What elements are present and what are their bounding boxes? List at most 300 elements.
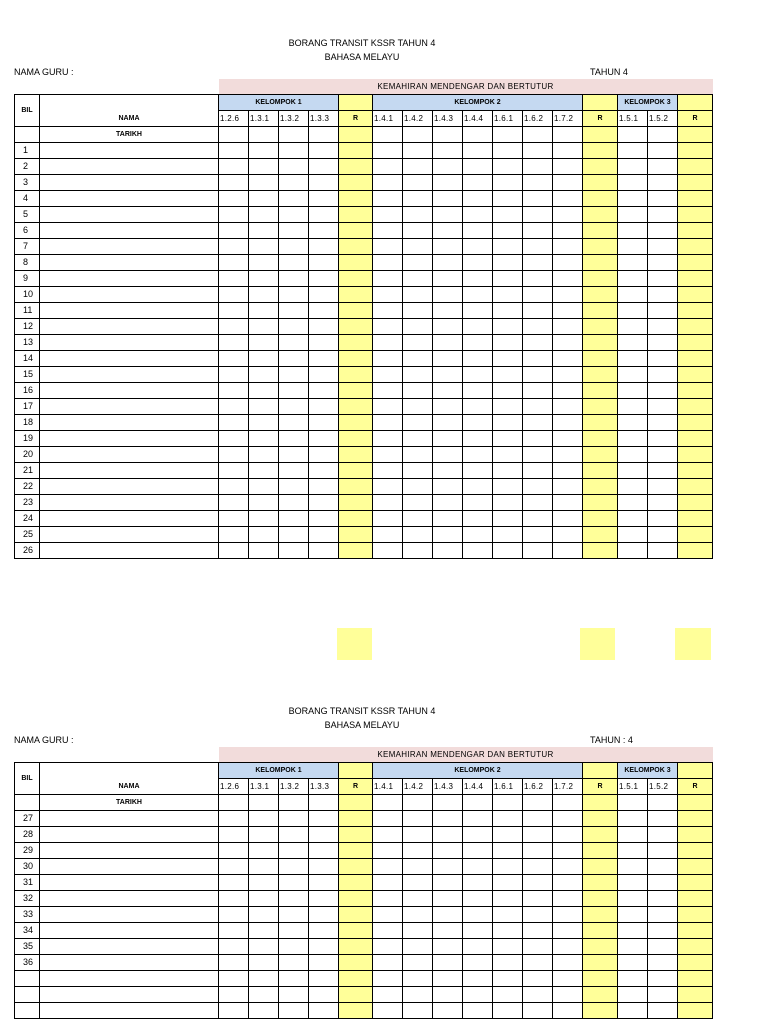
student-name-cell[interactable] [40,319,219,335]
score-cell[interactable] [523,415,553,431]
score-cell[interactable] [493,811,523,827]
score-cell[interactable] [583,335,618,351]
score-cell[interactable] [433,971,463,987]
score-cell[interactable] [618,891,648,907]
score-cell[interactable] [618,543,648,559]
score-cell[interactable] [523,987,553,1003]
score-cell[interactable] [433,351,463,367]
score-cell[interactable] [493,907,523,923]
score-cell[interactable] [373,463,403,479]
score-cell[interactable] [648,271,678,287]
score-cell[interactable] [279,367,309,383]
score-cell[interactable] [339,1003,373,1019]
student-name-cell[interactable] [40,415,219,431]
score-cell[interactable] [648,811,678,827]
score-cell[interactable] [553,495,583,511]
score-cell[interactable] [249,479,279,495]
score-cell[interactable] [219,159,249,175]
student-name-cell[interactable] [40,303,219,319]
score-cell[interactable] [309,923,339,939]
date-cell[interactable] [648,127,678,143]
score-cell[interactable] [219,383,249,399]
score-cell[interactable] [279,399,309,415]
score-cell[interactable] [678,415,713,431]
score-cell[interactable] [648,335,678,351]
score-cell[interactable] [433,891,463,907]
score-cell[interactable] [648,367,678,383]
score-cell[interactable] [523,923,553,939]
score-cell[interactable] [433,463,463,479]
score-cell[interactable] [583,827,618,843]
score-cell[interactable] [373,495,403,511]
score-cell[interactable] [463,415,493,431]
score-cell[interactable] [678,191,713,207]
date-cell[interactable] [373,127,403,143]
score-cell[interactable] [219,303,249,319]
score-cell[interactable] [433,827,463,843]
score-cell[interactable] [678,431,713,447]
score-cell[interactable] [618,843,648,859]
score-cell[interactable] [219,431,249,447]
date-cell[interactable] [279,795,309,811]
score-cell[interactable] [339,303,373,319]
score-cell[interactable] [339,159,373,175]
score-cell[interactable] [309,383,339,399]
score-cell[interactable] [433,1003,463,1019]
student-name-cell[interactable] [40,335,219,351]
score-cell[interactable] [249,319,279,335]
score-cell[interactable] [249,1003,279,1019]
date-cell[interactable] [219,795,249,811]
score-cell[interactable] [648,319,678,335]
score-cell[interactable] [219,827,249,843]
score-cell[interactable] [648,891,678,907]
score-cell[interactable] [433,271,463,287]
score-cell[interactable] [309,875,339,891]
score-cell[interactable] [219,175,249,191]
score-cell[interactable] [678,287,713,303]
score-cell[interactable] [553,907,583,923]
score-cell[interactable] [648,191,678,207]
score-cell[interactable] [648,175,678,191]
score-cell[interactable] [523,495,553,511]
score-cell[interactable] [618,527,648,543]
score-cell[interactable] [648,495,678,511]
score-cell[interactable] [493,367,523,383]
score-cell[interactable] [553,383,583,399]
score-cell[interactable] [553,511,583,527]
score-cell[interactable] [553,207,583,223]
score-cell[interactable] [523,431,553,447]
score-cell[interactable] [403,239,433,255]
score-cell[interactable] [373,175,403,191]
score-cell[interactable] [433,255,463,271]
score-cell[interactable] [403,367,433,383]
score-cell[interactable] [583,527,618,543]
score-cell[interactable] [618,351,648,367]
score-cell[interactable] [403,223,433,239]
score-cell[interactable] [373,255,403,271]
score-cell[interactable] [433,511,463,527]
score-cell[interactable] [249,891,279,907]
score-cell[interactable] [648,207,678,223]
score-cell[interactable] [403,191,433,207]
score-cell[interactable] [463,399,493,415]
score-cell[interactable] [339,495,373,511]
score-cell[interactable] [678,367,713,383]
score-cell[interactable] [373,319,403,335]
score-cell[interactable] [279,843,309,859]
score-cell[interactable] [678,319,713,335]
score-cell[interactable] [678,399,713,415]
score-cell[interactable] [463,907,493,923]
date-cell[interactable] [618,795,648,811]
score-cell[interactable] [678,875,713,891]
score-cell[interactable] [463,447,493,463]
date-cell[interactable] [523,127,553,143]
score-cell[interactable] [678,811,713,827]
score-cell[interactable] [433,987,463,1003]
score-cell[interactable] [279,319,309,335]
score-cell[interactable] [309,399,339,415]
score-cell[interactable] [373,223,403,239]
score-cell[interactable] [249,287,279,303]
score-cell[interactable] [463,383,493,399]
score-cell[interactable] [678,987,713,1003]
score-cell[interactable] [339,923,373,939]
score-cell[interactable] [523,859,553,875]
student-name-cell[interactable] [40,811,219,827]
score-cell[interactable] [279,223,309,239]
score-cell[interactable] [523,447,553,463]
score-cell[interactable] [678,143,713,159]
score-cell[interactable] [553,319,583,335]
score-cell[interactable] [618,495,648,511]
score-cell[interactable] [279,971,309,987]
score-cell[interactable] [279,335,309,351]
student-name-cell[interactable] [40,447,219,463]
student-name-cell[interactable] [40,239,219,255]
score-cell[interactable] [339,907,373,923]
score-cell[interactable] [219,923,249,939]
student-name-cell[interactable] [40,175,219,191]
score-cell[interactable] [583,447,618,463]
score-cell[interactable] [403,335,433,351]
score-cell[interactable] [433,335,463,351]
score-cell[interactable] [339,271,373,287]
date-cell[interactable] [339,795,373,811]
student-name-cell[interactable] [40,955,219,971]
score-cell[interactable] [339,955,373,971]
score-cell[interactable] [493,971,523,987]
score-cell[interactable] [249,239,279,255]
score-cell[interactable] [339,479,373,495]
student-name-cell[interactable] [40,971,219,987]
score-cell[interactable] [433,191,463,207]
score-cell[interactable] [463,843,493,859]
student-name-cell[interactable] [40,463,219,479]
score-cell[interactable] [309,859,339,875]
score-cell[interactable] [523,907,553,923]
score-cell[interactable] [433,543,463,559]
score-cell[interactable] [373,399,403,415]
score-cell[interactable] [279,1003,309,1019]
score-cell[interactable] [553,287,583,303]
score-cell[interactable] [373,907,403,923]
score-cell[interactable] [279,923,309,939]
score-cell[interactable] [373,351,403,367]
score-cell[interactable] [373,875,403,891]
score-cell[interactable] [618,875,648,891]
student-name-cell[interactable] [40,495,219,511]
score-cell[interactable] [463,891,493,907]
score-cell[interactable] [309,191,339,207]
score-cell[interactable] [678,335,713,351]
score-cell[interactable] [583,511,618,527]
student-name-cell[interactable] [40,527,219,543]
score-cell[interactable] [618,1003,648,1019]
score-cell[interactable] [678,223,713,239]
score-cell[interactable] [463,1003,493,1019]
score-cell[interactable] [678,543,713,559]
score-cell[interactable] [249,971,279,987]
score-cell[interactable] [678,891,713,907]
score-cell[interactable] [463,271,493,287]
score-cell[interactable] [553,843,583,859]
score-cell[interactable] [583,303,618,319]
score-cell[interactable] [339,971,373,987]
score-cell[interactable] [403,843,433,859]
score-cell[interactable] [339,239,373,255]
score-cell[interactable] [219,811,249,827]
score-cell[interactable] [493,543,523,559]
date-cell[interactable] [373,795,403,811]
student-name-cell[interactable] [40,1003,219,1019]
score-cell[interactable] [493,939,523,955]
score-cell[interactable] [339,463,373,479]
score-cell[interactable] [678,255,713,271]
score-cell[interactable] [309,543,339,559]
score-cell[interactable] [618,415,648,431]
score-cell[interactable] [433,223,463,239]
score-cell[interactable] [219,447,249,463]
score-cell[interactable] [583,1003,618,1019]
score-cell[interactable] [493,463,523,479]
score-cell[interactable] [339,383,373,399]
date-cell[interactable] [433,795,463,811]
score-cell[interactable] [219,971,249,987]
score-cell[interactable] [648,223,678,239]
score-cell[interactable] [523,891,553,907]
score-cell[interactable] [648,543,678,559]
score-cell[interactable] [373,415,403,431]
score-cell[interactable] [618,383,648,399]
score-cell[interactable] [339,527,373,543]
score-cell[interactable] [553,923,583,939]
score-cell[interactable] [403,159,433,175]
score-cell[interactable] [523,875,553,891]
score-cell[interactable] [373,335,403,351]
score-cell[interactable] [219,907,249,923]
score-cell[interactable] [648,479,678,495]
date-cell[interactable] [433,127,463,143]
score-cell[interactable] [553,447,583,463]
score-cell[interactable] [618,239,648,255]
score-cell[interactable] [403,1003,433,1019]
student-name-cell[interactable] [40,399,219,415]
score-cell[interactable] [373,143,403,159]
score-cell[interactable] [403,479,433,495]
score-cell[interactable] [309,415,339,431]
score-cell[interactable] [463,335,493,351]
score-cell[interactable] [219,939,249,955]
score-cell[interactable] [373,543,403,559]
score-cell[interactable] [373,811,403,827]
score-cell[interactable] [249,383,279,399]
student-name-cell[interactable] [40,223,219,239]
score-cell[interactable] [249,367,279,383]
score-cell[interactable] [249,923,279,939]
score-cell[interactable] [433,239,463,255]
score-cell[interactable] [249,335,279,351]
score-cell[interactable] [279,239,309,255]
score-cell[interactable] [583,287,618,303]
score-cell[interactable] [583,271,618,287]
score-cell[interactable] [249,191,279,207]
score-cell[interactable] [648,239,678,255]
score-cell[interactable] [648,511,678,527]
score-cell[interactable] [249,351,279,367]
score-cell[interactable] [219,495,249,511]
score-cell[interactable] [463,939,493,955]
date-cell[interactable] [523,795,553,811]
score-cell[interactable] [279,463,309,479]
score-cell[interactable] [523,223,553,239]
score-cell[interactable] [373,971,403,987]
score-cell[interactable] [553,859,583,875]
score-cell[interactable] [463,859,493,875]
score-cell[interactable] [249,495,279,511]
score-cell[interactable] [339,143,373,159]
score-cell[interactable] [583,175,618,191]
score-cell[interactable] [523,351,553,367]
score-cell[interactable] [648,907,678,923]
score-cell[interactable] [648,447,678,463]
score-cell[interactable] [523,239,553,255]
score-cell[interactable] [463,223,493,239]
score-cell[interactable] [249,543,279,559]
score-cell[interactable] [553,143,583,159]
score-cell[interactable] [618,431,648,447]
score-cell[interactable] [403,207,433,223]
score-cell[interactable] [618,511,648,527]
score-cell[interactable] [648,351,678,367]
score-cell[interactable] [463,303,493,319]
score-cell[interactable] [339,939,373,955]
score-cell[interactable] [463,431,493,447]
date-cell[interactable] [648,795,678,811]
score-cell[interactable] [433,399,463,415]
score-cell[interactable] [553,175,583,191]
score-cell[interactable] [219,543,249,559]
student-name-cell[interactable] [40,843,219,859]
date-cell[interactable] [463,795,493,811]
score-cell[interactable] [219,527,249,543]
score-cell[interactable] [339,891,373,907]
score-cell[interactable] [493,495,523,511]
score-cell[interactable] [309,843,339,859]
score-cell[interactable] [553,891,583,907]
score-cell[interactable] [403,511,433,527]
score-cell[interactable] [309,319,339,335]
score-cell[interactable] [678,303,713,319]
score-cell[interactable] [463,207,493,223]
score-cell[interactable] [678,447,713,463]
score-cell[interactable] [249,207,279,223]
score-cell[interactable] [219,271,249,287]
score-cell[interactable] [433,811,463,827]
score-cell[interactable] [373,827,403,843]
score-cell[interactable] [249,159,279,175]
score-cell[interactable] [219,511,249,527]
score-cell[interactable] [279,907,309,923]
score-cell[interactable] [648,527,678,543]
score-cell[interactable] [279,255,309,271]
score-cell[interactable] [678,923,713,939]
date-cell[interactable] [678,795,713,811]
score-cell[interactable] [339,875,373,891]
score-cell[interactable] [309,207,339,223]
score-cell[interactable] [553,463,583,479]
score-cell[interactable] [648,859,678,875]
score-cell[interactable] [618,319,648,335]
score-cell[interactable] [309,287,339,303]
student-name-cell[interactable] [40,891,219,907]
score-cell[interactable] [463,255,493,271]
score-cell[interactable] [678,527,713,543]
score-cell[interactable] [219,143,249,159]
score-cell[interactable] [618,143,648,159]
score-cell[interactable] [373,239,403,255]
score-cell[interactable] [433,287,463,303]
score-cell[interactable] [493,335,523,351]
score-cell[interactable] [553,351,583,367]
score-cell[interactable] [493,843,523,859]
student-name-cell[interactable] [40,271,219,287]
score-cell[interactable] [403,987,433,1003]
score-cell[interactable] [339,987,373,1003]
score-cell[interactable] [648,971,678,987]
score-cell[interactable] [493,1003,523,1019]
score-cell[interactable] [433,431,463,447]
score-cell[interactable] [553,811,583,827]
score-cell[interactable] [339,511,373,527]
score-cell[interactable] [279,143,309,159]
score-cell[interactable] [403,939,433,955]
score-cell[interactable] [678,383,713,399]
score-cell[interactable] [523,543,553,559]
score-cell[interactable] [249,399,279,415]
score-cell[interactable] [373,859,403,875]
score-cell[interactable] [249,811,279,827]
score-cell[interactable] [219,843,249,859]
score-cell[interactable] [403,971,433,987]
score-cell[interactable] [403,527,433,543]
score-cell[interactable] [553,955,583,971]
score-cell[interactable] [493,351,523,367]
score-cell[interactable] [309,495,339,511]
score-cell[interactable] [618,271,648,287]
